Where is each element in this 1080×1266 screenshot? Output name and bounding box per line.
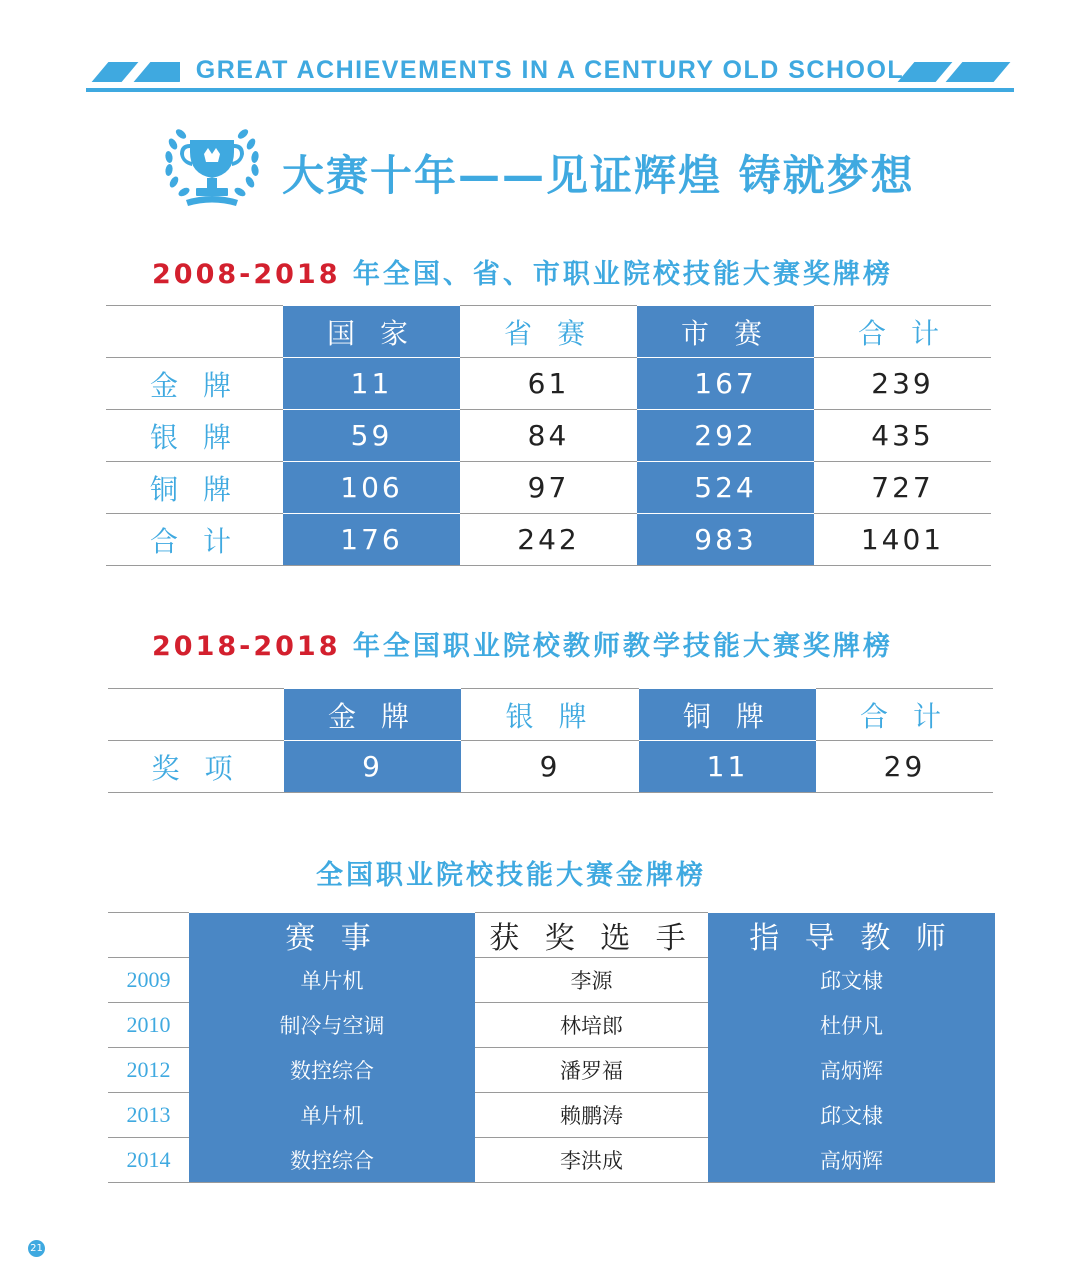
- table-cell: 9: [284, 741, 461, 793]
- table-cell: 435: [814, 410, 991, 462]
- table-cell: 242: [460, 514, 637, 566]
- section1-year: 2008-2018: [152, 259, 341, 290]
- banner-title: GREAT ACHIEVEMENTS IN A CENTURY OLD SCHOOL: [180, 56, 920, 85]
- row-label-gold: 金 牌: [106, 358, 283, 410]
- teacher-cell: 邱文棣: [708, 958, 995, 1003]
- table-row: [106, 514, 991, 566]
- table-row: [106, 358, 991, 410]
- header-bronze: 铜 牌: [639, 689, 816, 741]
- header-empty-cell: [108, 689, 284, 741]
- medal-table-2008-2018: [106, 305, 991, 566]
- section1-title: [152, 252, 893, 291]
- table-row: [106, 410, 991, 462]
- table-cell: 239: [814, 358, 991, 410]
- table-row: [108, 958, 995, 1003]
- event-cell: 制冷与空调: [189, 1003, 475, 1048]
- teacher-cell: 杜伊凡: [708, 1003, 995, 1048]
- row-label-silver: 银 牌: [106, 410, 283, 462]
- teacher-cell: 邱文棣: [708, 1093, 995, 1138]
- table-row: [108, 1138, 995, 1183]
- table-row: [108, 1093, 995, 1138]
- event-cell: 单片机: [189, 958, 475, 1003]
- section3-title: 全国职业院校技能大赛金牌榜: [316, 860, 706, 891]
- teacher-cell: 高炳辉: [708, 1048, 995, 1093]
- table-cell: 11: [283, 358, 460, 410]
- table-row: [108, 1003, 995, 1048]
- row-label-total: 合 计: [106, 514, 283, 566]
- page-number: 21: [28, 1240, 45, 1257]
- year-cell: 2009: [108, 958, 189, 1003]
- table-row: [106, 462, 991, 514]
- gold-medal-list-table: [108, 912, 995, 1183]
- header-total: 合 计: [816, 689, 993, 741]
- section2-title-text: 年全国职业院校教师教学技能大赛奖牌榜: [340, 631, 893, 662]
- table-header-row: [106, 306, 991, 358]
- teacher-cell: 高炳辉: [708, 1138, 995, 1183]
- table-cell: 167: [637, 358, 814, 410]
- table-header-row: [108, 689, 993, 741]
- winner-cell: 潘罗福: [475, 1048, 708, 1093]
- page-title: 大赛十年——见证辉煌 铸就梦想: [282, 151, 915, 200]
- section2-title: [152, 624, 893, 663]
- table-cell: 176: [283, 514, 460, 566]
- year-cell: 2013: [108, 1093, 189, 1138]
- table-row: [108, 741, 993, 793]
- banner-stripe-right-2: [946, 62, 1011, 82]
- header-winner: 获 奖 选 手: [475, 913, 708, 958]
- trophy-laurel-icon: [160, 122, 264, 208]
- table-cell: 84: [460, 410, 637, 462]
- section2-year: 2018-2018: [152, 631, 341, 662]
- table-cell: 1401: [814, 514, 991, 566]
- table-cell: 727: [814, 462, 991, 514]
- header-event: 赛 事: [189, 913, 475, 958]
- table-cell: 524: [637, 462, 814, 514]
- event-cell: 单片机: [189, 1093, 475, 1138]
- header-empty-cell: [108, 913, 189, 958]
- table-cell: 11: [639, 741, 816, 793]
- event-cell: 数控综合: [189, 1048, 475, 1093]
- year-cell: 2010: [108, 1003, 189, 1048]
- table-cell: 61: [460, 358, 637, 410]
- year-cell: 2012: [108, 1048, 189, 1093]
- header-gold: 金 牌: [284, 689, 461, 741]
- header-total: 合 计: [814, 306, 991, 358]
- table-cell: 9: [461, 741, 639, 793]
- year-cell: 2014: [108, 1138, 189, 1183]
- table-cell: 29: [816, 741, 993, 793]
- row-label-bronze: 铜 牌: [106, 462, 283, 514]
- table-cell: 983: [637, 514, 814, 566]
- winner-cell: 李源: [475, 958, 708, 1003]
- winner-cell: 林培郎: [475, 1003, 708, 1048]
- table-cell: 59: [283, 410, 460, 462]
- row-label-awards: 奖 项: [108, 741, 284, 793]
- table-cell: 106: [283, 462, 460, 514]
- table-header-row: [108, 913, 995, 958]
- table-cell: 292: [637, 410, 814, 462]
- banner-underline: [86, 88, 1014, 92]
- event-cell: 数控综合: [189, 1138, 475, 1183]
- section1-title-text: 年全国、省、市职业院校技能大赛奖牌榜: [340, 259, 893, 290]
- header-teacher: 指 导 教 师: [708, 913, 995, 958]
- header-empty-cell: [106, 306, 283, 358]
- header-national: 国 家: [283, 306, 460, 358]
- teacher-medal-table: [108, 688, 993, 793]
- header-silver: 银 牌: [461, 689, 639, 741]
- header-provincial: 省 赛: [460, 306, 637, 358]
- winner-cell: 李洪成: [475, 1138, 708, 1183]
- banner-stripe-left-1: [92, 62, 139, 82]
- winner-cell: 赖鹏涛: [475, 1093, 708, 1138]
- table-row: [108, 1048, 995, 1093]
- header-city: 市 赛: [637, 306, 814, 358]
- table-cell: 97: [460, 462, 637, 514]
